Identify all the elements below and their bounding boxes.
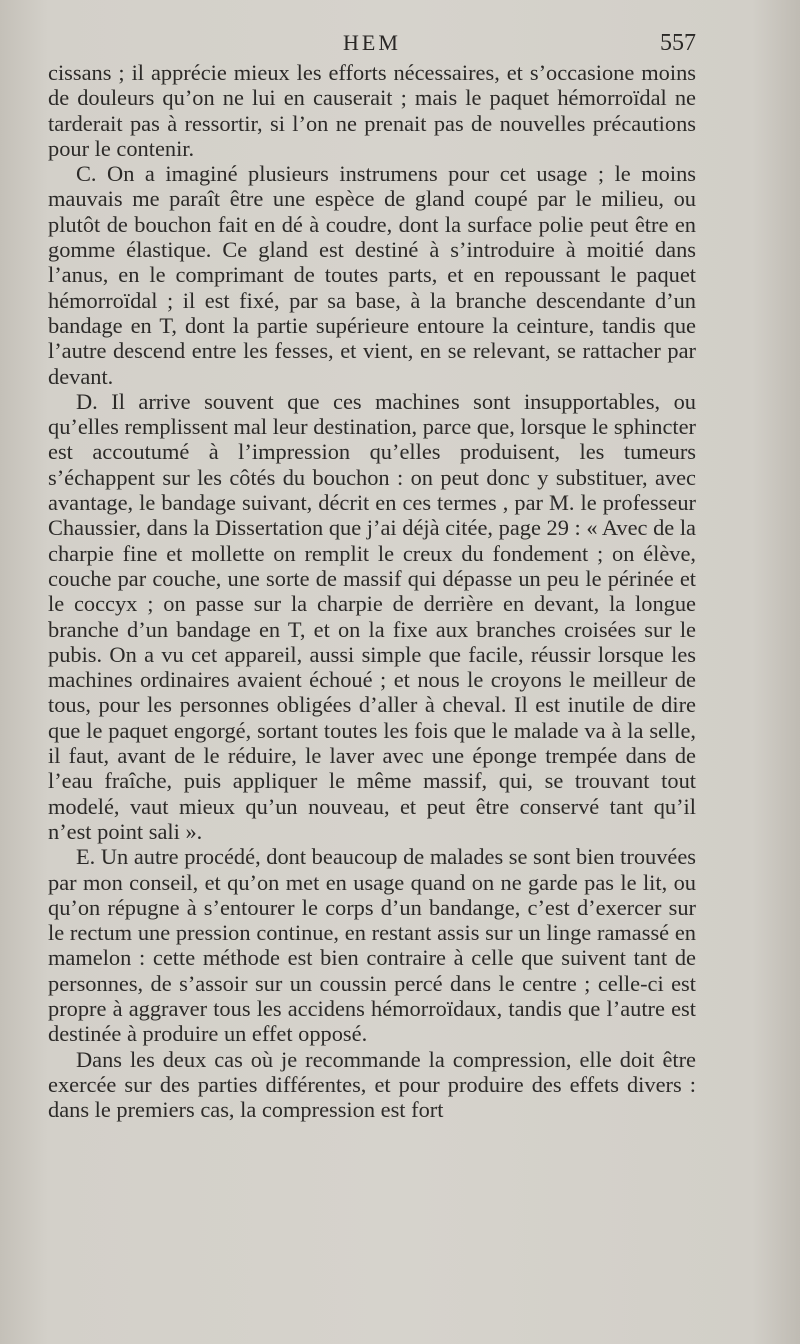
paragraph-e: E. Un autre procédé, dont beaucoup de malades se sont bien trouvées par mon conseil, et qu’on met en usage quand on ne garde pas le lit, ou qu’on répugne à s’entourer le corps d’un bandange, c’est d’exercer sur le rectum une pression continue, en restant assis sur un linge ramassé en mamelon : cette méthode est bien contraire à celle que suivent tant de personnes, de s’assoir sur un coussin percé dans le centre ; celle-ci est propre à aggraver tous les accidens hémorroïdaux, tandis que l’autre est destinée à produire un effet opposé. (48, 844, 696, 1047)
paragraph-continuation: cissans ; il apprécie mieux les efforts nécessaires, et s’occasione moins de douleurs qu’on ne lui en causerait ; mais le paquet hémorroïdal ne tarderait pas à ressortir, si l’on ne prenait pas de nouvelles précautions pour le contenir. (48, 60, 696, 161)
paragraph-c: C. On a imaginé plusieurs instrumens pour cet usage ; le moins mauvais me paraît être une espèce de gland coupé par le milieu, ou plutôt de bouchon fait en dé à coudre, dont la surface polie peut être en gomme élastique. Ce gland est destiné à s’introduire à moitié dans l’anus, en le comprimant de toutes parts, et en repoussant le paquet hémorroïdal ; il est fixé, par sa base, à la branche descendante d’un bandage en T, dont la partie supérieure entoure la ceinture, tandis que l’autre descend entre les fesses, et vient, en se relevant, se rattacher par devant. (48, 161, 696, 389)
paragraph-d: D. Il arrive souvent que ces machines sont insupportables, ou qu’elles remplissent mal leur destination, parce que, lorsque le sphincter est accoutumé à l’impression qu’elles produisent, les tumeurs s’échappent sur les côtés du bouchon : on peut donc y substituer, avec avantage, le bandage suivant, décrit en ces termes , par M. le professeur Chaussier, dans la Dissertation que j’ai déjà citée, page 29 : « Avec de la charpie fine et mollette on remplit le creux du fondement ; on élève, couche par couche, une sorte de massif qui dépasse un peu le périnée et le coccyx ; on passe sur la charpie de derrière en devant, la longue branche d’un bandage en T, et on la fixe aux branches croisées sur le pubis. On a vu cet appareil, aussi simple que facile, réussir lorsque les machines ordinaires avaient échoué ; et nous le croyons le meilleur de tous, pour les personnes obligées d’aller à cheval. Il est inutile de dire que le paquet engorgé, sortant toutes les fois que le malade va à la selle, il faut, avant de le réduire, le laver avec une éponge trempée dans de l’eau fraîche, puis appliquer le même massif, qui, se trouvant tout modelé, vaut mieux qu’un nouveau, et peut être conservé tant qu’il n’est point sali ». (48, 388, 696, 844)
paragraph-compression: Dans les deux cas où je recommande la compression, elle doit être exercée sur des parties différentes, et pour produire des effets divers : dans le premiers cas, la compression est fort (48, 1046, 696, 1123)
running-head: HEM (343, 30, 401, 55)
page-header (48, 30, 696, 60)
body-text (48, 60, 696, 1122)
page-number: 557 (660, 30, 696, 56)
